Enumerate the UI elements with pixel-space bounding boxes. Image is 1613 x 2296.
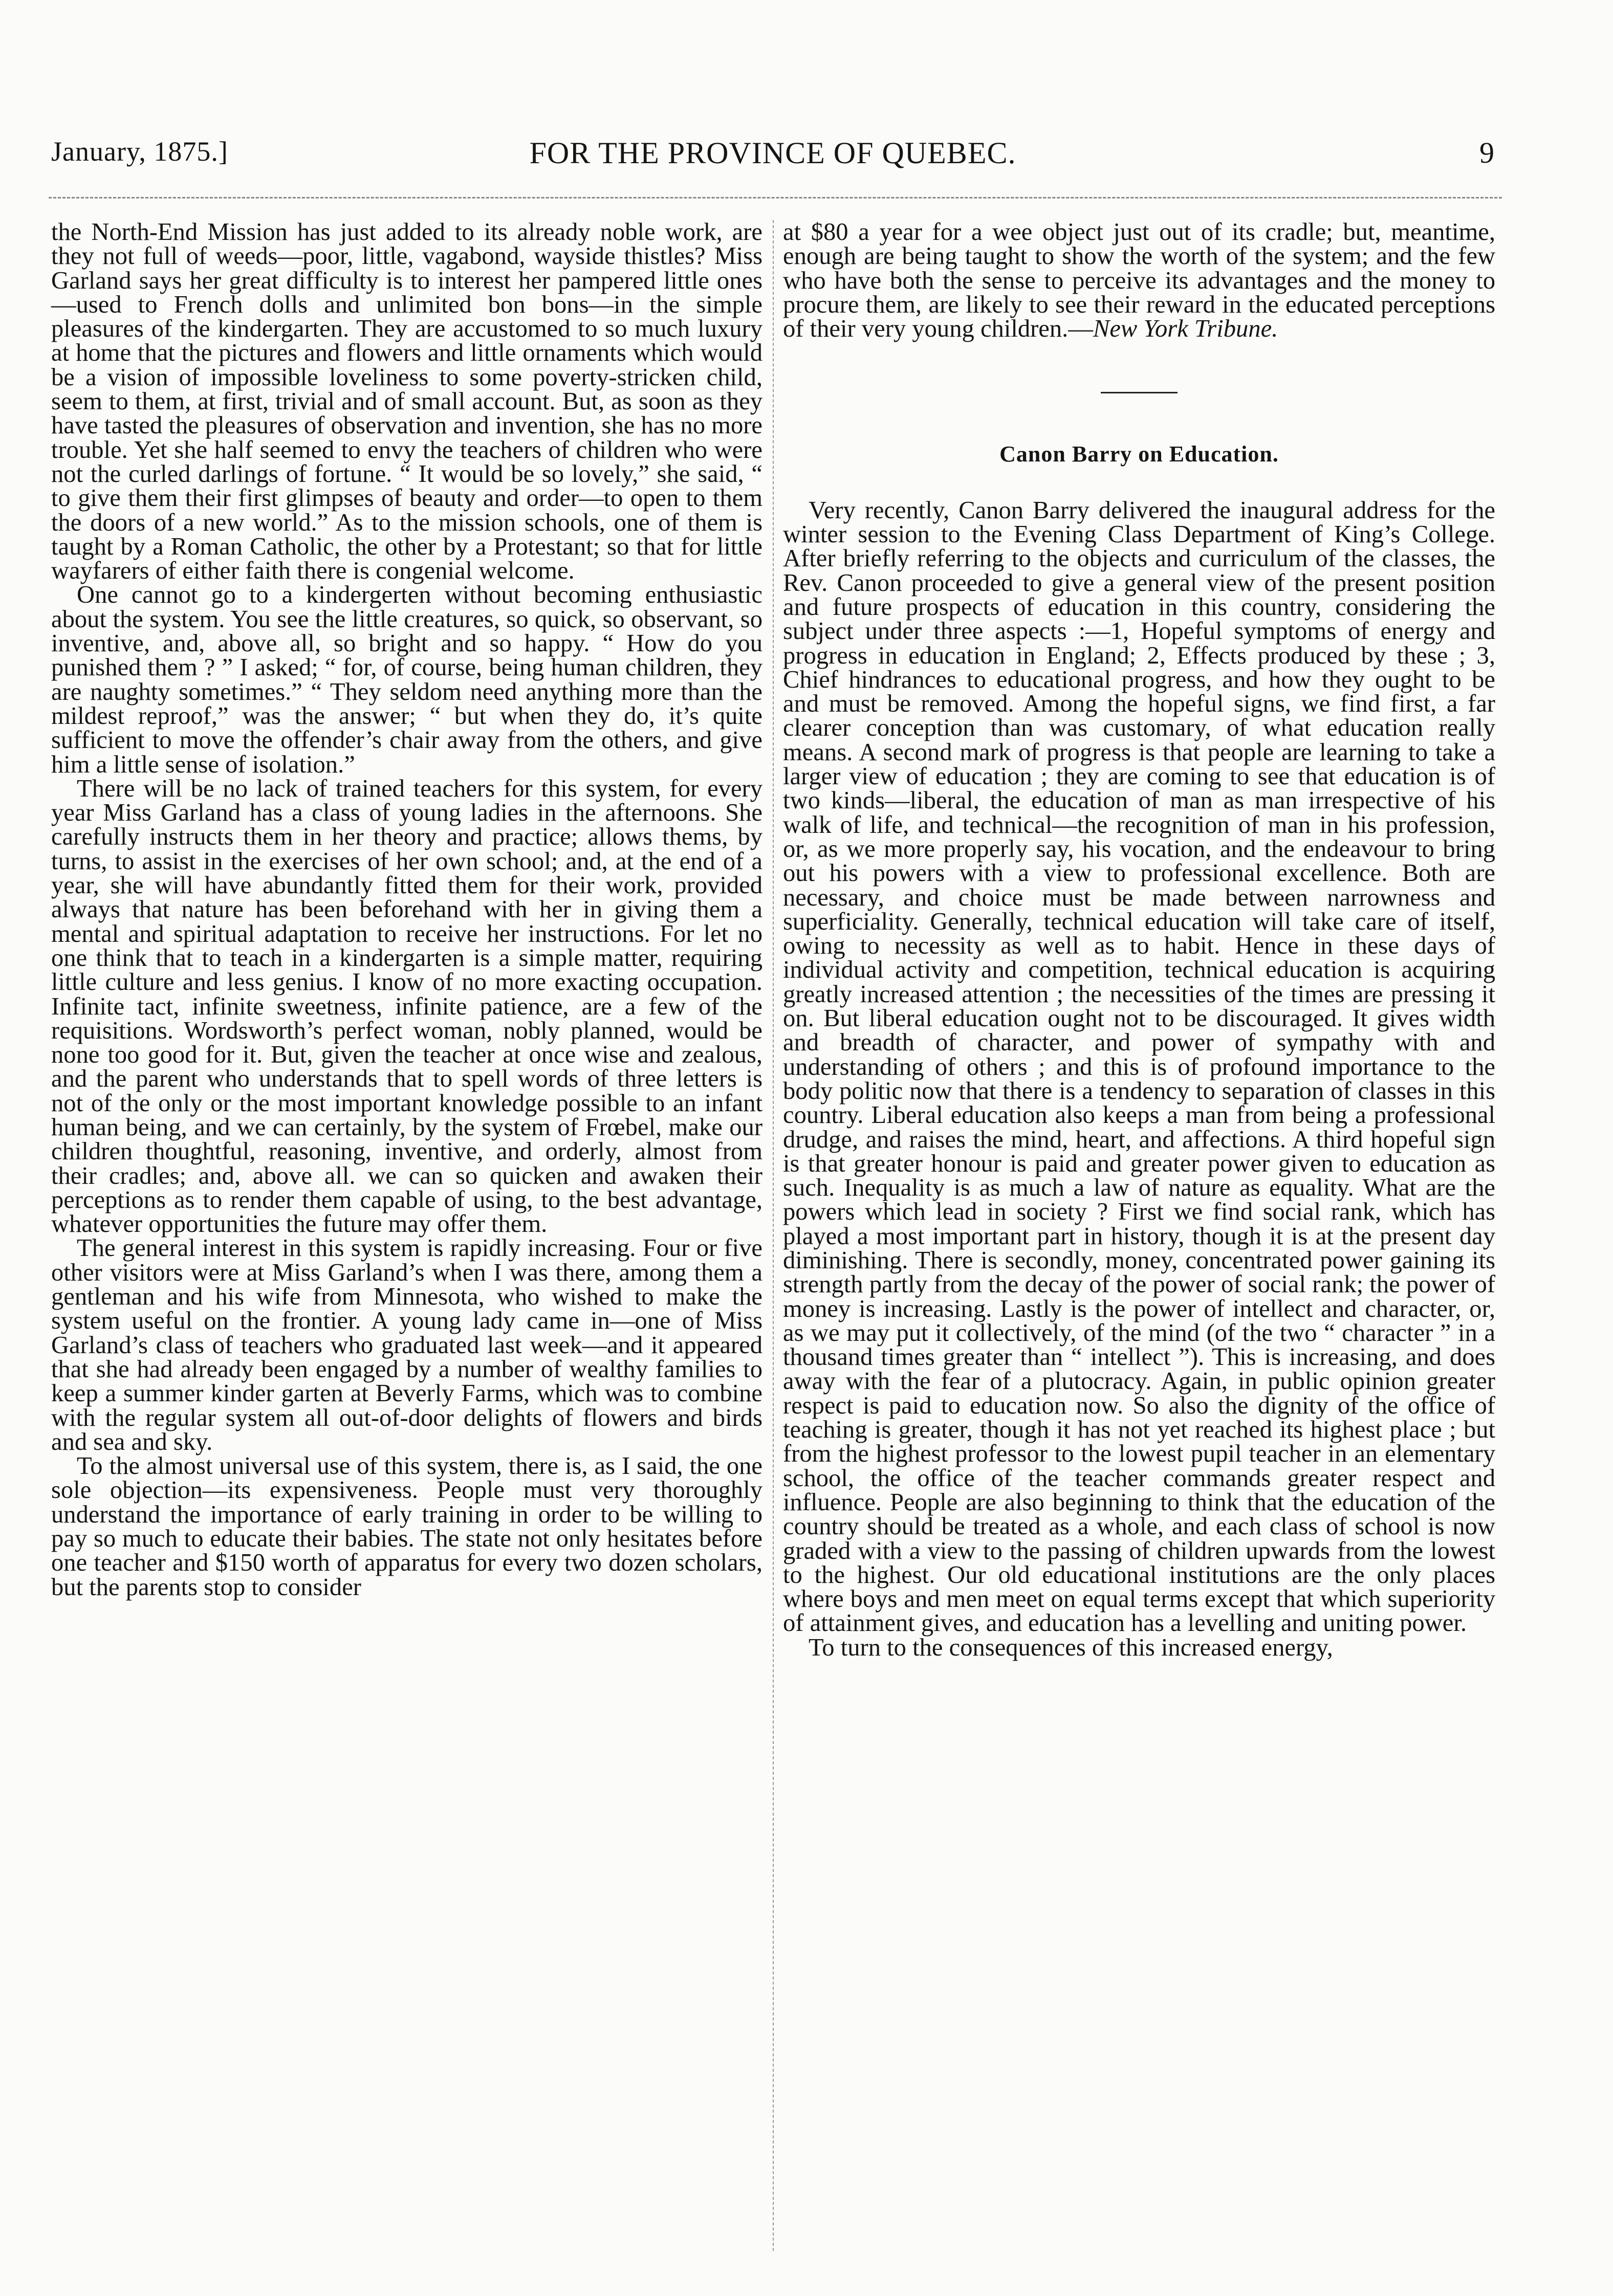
article-paragraph: the North-End Mission has just added to its already noble work, are they not full of weeds—poor, little, vagabond, wayside thistles? Miss Garland says her great difficulty is to interest her pampered little ones—used to French dolls and unlimited bon bons—in the simple pleasures of the kindergarten. They are accustomed to so much luxury at home that the pictures and flowers and little ornaments which would be a vision of impossible loveliness to some poverty-stricken child, seem to them, at first, trivial and of small account. But, as soon as they have tasted the pleasures of observation and invention, she has no more trouble. Yet she half seemed to envy the teachers of children who were not the curled darlings of fortune. “ It would be so lovely,” she said, “ to give them their first glimpses of beauty and order—to open to them the doors of a new world.” As to the mission schools, one of them is taught by a Roman Catholic, the other by a Protestant; so that for little wayfarers of either faith there is congenial welcome. — [51, 218, 762, 585]
left-column — [51, 220, 762, 2251]
section-heading: Canon Barry on Education. — [999, 441, 1279, 467]
article-paragraph: There will be no lack of trained teachers for this system, for every year Miss Garland has a class of young ladies in the afternoons. She carefully instructs them in her theory and practice; allows thems, by turns, to assist in the exercises of her own school; and, at the end of a year, she will have abundantly fitted them for their work, provided always that nature has been beforehand with her in giving them a mental and spiritual adaptation to receive her instructions. For let no one think that to teach in a kindergarten is a simple matter, requiring little culture and less genius. I know of no more exacting occupation. Infinite tact, infinite sweetness, infinite patience, are a few of the requisitions. Wordsworth’s perfect woman, nobly planned, would be none too good for it. But, given the teacher at once wise and zealous, and the parent who understands that to spell words of three letters is not of the only or the most important knowledge possible to an infant human being, and we can certainly, by the system of Frœbel, make our children thoughtful, reasoning, inventive, and orderly, almost from their cradles; and, above all. we can so quicken and awaken their perceptions as to render them capable of using, to the best advantage, whatever opportunities the future may offer them. — [51, 774, 762, 1238]
right-column — [783, 220, 1495, 2251]
article-paragraph: The general interest in this system is rapidly increasing. Four or five other visitors were at Miss Garland’s when I was there, among them a gentleman and his wife from Minnesota, who wished to make the system useful on the frontier. A young lady came in—one of Miss Garland’s class of teachers who graduated last week—and it appeared that she had already been engaged by a number of wealthy families to keep a summer kinder garten at Beverly Farms, which was to combine with the regular system all out-of-door delights of flowers and birds and sea and sky. — [51, 1234, 762, 1455]
article-paragraph: To the almost universal use of this system, there is, as I said, the one sole objection—its expensiveness. People must very thoroughly understand the importance of early training in order to be willing to pay so much to educate their babies. The state not only hesitates before one teacher and $150 worth of apparatus for every two dozen scholars, but the parents stop to consider — [51, 1452, 762, 1601]
running-header — [51, 130, 1494, 176]
page-number: 9 — [1479, 136, 1494, 169]
article-paragraph: Very recently, Canon Barry delivered the inaugural address for the winter session to the Evening Class Department of King’s College. After briefly referring to the objects and curriculum of the classes, the Rev. Canon proceeded to give a general view of the present position and future prospects of education in this country, considering the subject under three aspects :—1, Hopeful symptoms of energy and progress in education in England; 2, Effects produced by these ; 3, Chief hindrances to educational progress, and how they ought to be and must be removed. Among the hopeful signs, we find first, a far clearer conception than was customary, of what education really means. A second mark of progress is that people are learning to take a larger view of education ; they are coming to see that education is of two kinds—liberal, the education of man as man irrespective of his walk of life, and technical—the recognition of man in his profession, or, as we more properly say, his vocation, and the endeavour to bring out his powers with a view to professional excellence. Both are necessary, and choice must be made between narrowness and superficiality. Generally, technical education will take care of itself, owing to necessity as well as to habit. Hence in these days of individual activity and competition, technical education is acquiring greatly increased attention ; the necessities of the times are pressing it on. But liberal education ought not to be discouraged. It gives width and breadth of character, and power of sympathy with and understanding of others ; and this is of profound importance to the body politic now that there is a tendency to separation of classes in this country. Liberal education also keeps a man from being a professional drudge, and raises the mind, heart, and affections. A third hopeful sign is that greater honour is paid and greater power given to education as such. Inequality is as much a law of nature as equality. What are the powers which lead in society ? First we find social rank, which has played a most important part in history, though it is at the present day diminishing. There is secondly, money, concentrated power gaining its strength partly from the decay of the power of social rank; the power of money is increasing. Lastly is the power of intellect and character, or, as we may put it collectively, of the mind (of the two “ character ” in a thousand times greater than “ intellect ”). This is increasing, and does away with the fear of a plutocracy. Again, in public opinion greater respect is paid to education now. So also the dignity of the office of teaching is greater, though it has not yet reached its highest place ; but from the highest professor to the lowest pupil teacher in an elementary school, the office of the teacher commands greater respect and influence. People are also beginning to think that the education of the country should be treated as a whole, and each class of school is now graded with a view to the passing of children upwards from the lowest to the highest. Our old educational institutions are the only places where boys and men meet on equal terms except that which superiority of attainment gives, and education has a levelling and uniting power. — [783, 496, 1495, 1637]
continued-paragraph: at $80 a year for a wee object just out of its cradle; but, meantime, enough are being taught to show the worth of the system; and the few who have both the sense to perceive its advantages and the money to procure them, are likely to see their reward in the educated perceptions of their very young children.—New York Tribune. — [783, 218, 1495, 343]
header-title: FOR THE PROVINCE OF QUEBEC. — [529, 136, 1016, 170]
section-separator — [1101, 392, 1178, 393]
article-paragraph: To turn to the consequences of this increased energy, — [809, 1633, 1333, 1661]
header-rule — [49, 197, 1502, 198]
column-divider — [773, 220, 774, 2251]
article-paragraph: One cannot go to a kindergerten without becoming enthusiastic about the system. You see the little creatures, so quick, so observant, so inventive, and, above all, so bright and so happy. “ How do you punished them ? ” I asked; “ for, of course, being human children, they are naughty sometimes.” “ They seldom need anything more than the mildest reproof,” was the answer; “ but when they do, it’s quite sufficient to move the offender’s chair away from the others, and give him a little sense of isolation.” — [51, 581, 762, 778]
source-citation: New York Tribune. — [1093, 315, 1278, 343]
header-date: January, 1875.] — [51, 136, 228, 167]
continued-text: at $80 a year for a wee object just out of its cradle; but, meantime, enough are being taught to show the worth of the system; and the few who have both the sense to perceive its advantages and the money to procure them, are likely to see their reward in the educated perceptions of their very young children. — [783, 218, 1495, 343]
